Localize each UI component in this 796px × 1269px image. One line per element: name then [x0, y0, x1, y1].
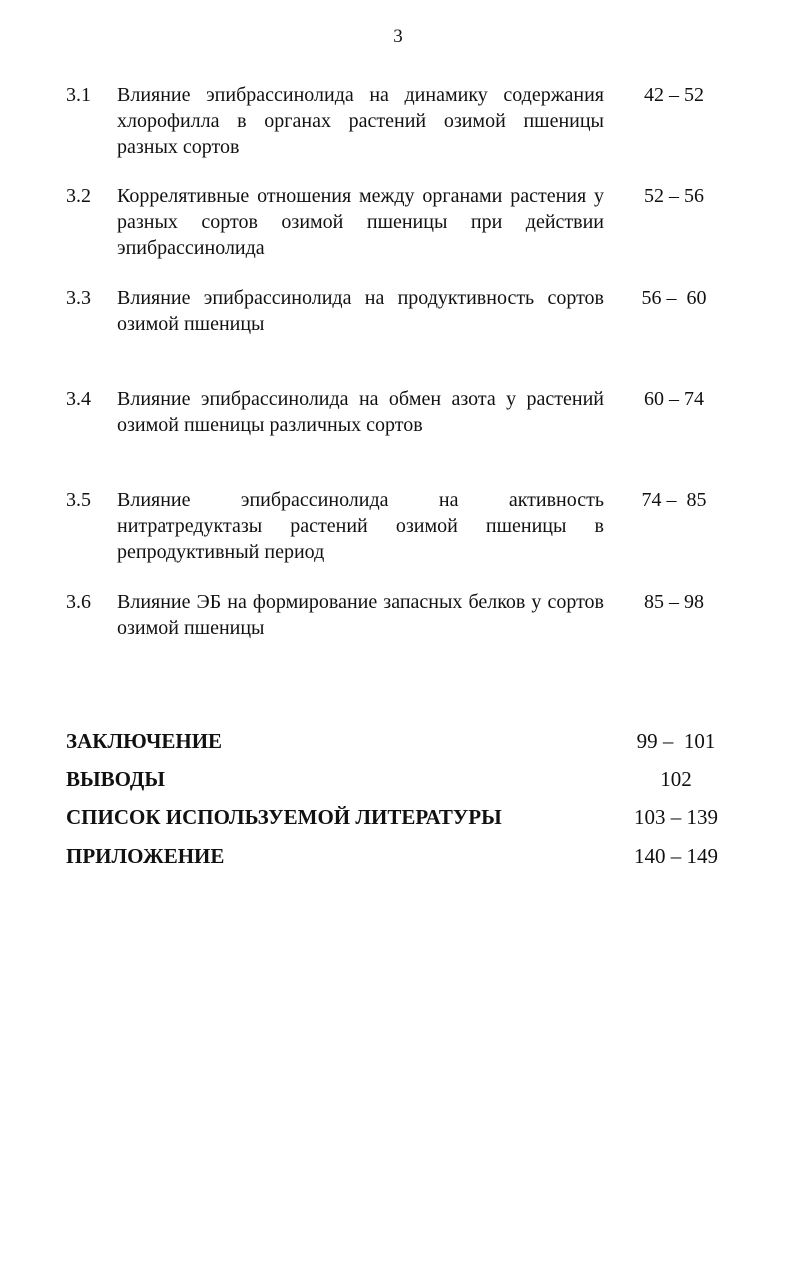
section-number: 3.6 — [66, 591, 91, 613]
section-title: Влияние эпибрассинолида на динамику содержания хлорофилла в органах растений озимой пшеницы разных сортов — [117, 84, 604, 158]
section-number: 3.1 — [66, 84, 91, 106]
section-number: 3.4 — [66, 388, 91, 410]
section-number: 3.2 — [66, 185, 91, 207]
section-title: Влияние эпибрассинолида на активность нитратредуктазы растений озимой пшеницы в репродуктивный период — [117, 489, 604, 563]
page-number: 3 — [393, 26, 403, 47]
major-section-pages: 99 – 101 — [636, 729, 716, 753]
section-title: Влияние эпибрассинолида на обмен азота у растений озимой пшеницы различных сортов — [117, 388, 604, 436]
major-section-pages: 140 – 149 — [634, 844, 718, 868]
section-pages: 42 – 52 — [644, 84, 704, 106]
section-title: Влияние ЭБ на формирование запасных белков у сортов озимой пшеницы — [117, 591, 604, 639]
section-pages: 60 – 74 — [644, 388, 704, 410]
section-pages: 85 – 98 — [644, 591, 704, 613]
major-section-title: ЗАКЛЮЧЕНИЕ — [66, 729, 223, 753]
major-section-pages: 103 – 139 — [634, 805, 718, 829]
section-pages: 56 – 60 — [641, 287, 707, 309]
section-number: 3.3 — [66, 287, 91, 309]
section-title: Влияние эпибрассинолида на продуктивность сортов озимой пшеницы — [117, 287, 604, 335]
section-pages: 52 – 56 — [644, 185, 704, 207]
major-section-title: ВЫВОДЫ — [66, 767, 165, 791]
section-pages: 74 – 85 — [641, 489, 707, 511]
major-section-title: ПРИЛОЖЕНИЕ — [66, 844, 225, 868]
major-section-title: СПИСОК ИСПОЛЬЗУЕМОЙ ЛИТЕРАТУРЫ — [66, 805, 502, 829]
major-section-pages: 102 — [660, 767, 692, 791]
section-title: Коррелятивные отношения между органами растения у разных сортов озимой пшеницы при действии эпибрассинолида — [117, 185, 604, 259]
section-number: 3.5 — [66, 489, 91, 511]
